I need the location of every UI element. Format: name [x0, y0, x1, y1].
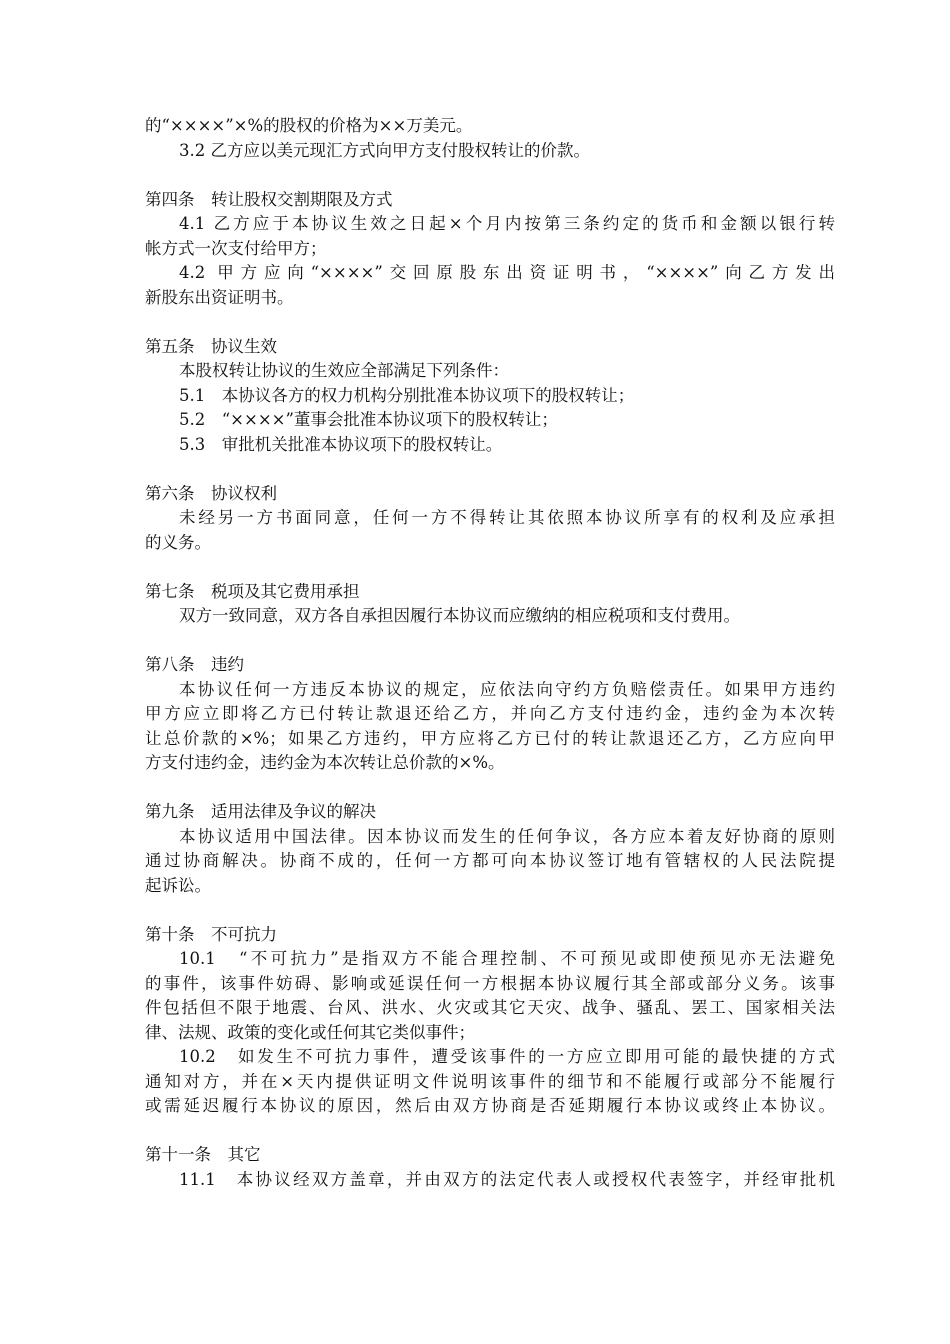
text-line: 5.3 审批机关批准本协议项下的股权转让。 — [179, 434, 503, 454]
text-line: 的事件，该事件妨碍、影响或延误任何一方根据本协议履行其全部或部分义务。该事 — [145, 973, 835, 993]
text-line: 通知对方，并在×天内提供证明文件说明该事件的细节和不能履行或部分不能履行 — [145, 1071, 835, 1091]
text-line: 双方一致同意，双方各自承担因履行本协议而应缴纳的相应税项和支付费用。 — [179, 606, 740, 625]
text-line: 5.2 “××××”董事会批准本协议项下的股权转让； — [179, 410, 558, 429]
text-line: 本协议适用中国法律。因本协议而发生的任何争议，各方应本着友好协商的原则 — [179, 826, 835, 846]
text-line: 5.1 本协议各方的权力机构分别批准本协议项下的股权转让； — [179, 385, 635, 405]
text-line: 起诉讼。 — [145, 875, 211, 895]
article-heading: 第五条 协议生效 — [145, 336, 277, 356]
document-page — [145, 114, 835, 1192]
text-line: 的义务。 — [145, 532, 211, 552]
text-line: 或需延迟履行本协议的原因，然后由双方协商是否延期履行本协议或终止本协议。 — [145, 1096, 835, 1115]
article-heading: 第十条 不可抗力 — [145, 924, 277, 944]
paragraph-gap — [145, 163, 835, 188]
text-line: 帐方式一次支付给甲方； — [145, 238, 327, 258]
paragraph-gap — [145, 1119, 835, 1144]
text-line: 方支付违约金，违约金为本次转让总价款的×%。 — [145, 753, 505, 772]
text-line: 10.2 如发生不可抗力事件，遭受该事件的一方应立即用可能的最快捷的方式 — [179, 1047, 835, 1066]
text-line: 让总价款的×%；如果乙方违约，甲方应将乙方已付的转让款退还乙方，乙方应向甲 — [145, 728, 835, 748]
paragraph-gap — [145, 555, 835, 580]
paragraph-gap — [145, 310, 835, 335]
text-line: 11.1 本协议经双方盖章，并由双方的法定代表人或授权代表签字，并经审批机 — [179, 1169, 835, 1189]
text-line: 本股权转让协议的生效应全部满足下列条件： — [179, 361, 509, 380]
text-line: 甲方应立即将乙方已付转让款退还给乙方，并向乙方支付违约金，违约金为本次转 — [145, 704, 835, 723]
text-line: 未经另一方书面同意，任何一方不得转让其依照本协议所享有的权利及应承担 — [179, 508, 835, 527]
article-heading: 第八条 违约 — [145, 655, 244, 674]
article-heading: 第七条 税项及其它费用承担 — [145, 581, 360, 601]
text-line: 4.2 甲方应向“××××”交回原股东出资证明书，“××××”向乙方发出 — [179, 263, 835, 282]
article-heading: 第六条 协议权利 — [145, 483, 277, 503]
text-line: 10.1 “不可抗力”是指双方不能合理控制、不可预见或即使预见亦无法避免 — [179, 949, 835, 968]
text-line: 本协议任何一方违反本协议的规定，应依法向守约方负赔偿责任。如果甲方违约 — [179, 679, 835, 699]
text-line: 的“××××”×%的股权的价格为××万美元。 — [145, 116, 473, 135]
text-line: 4.1 乙方应于本协议生效之日起×个月内按第三条约定的货币和金额以银行转 — [179, 214, 835, 233]
paragraph-gap — [145, 776, 835, 801]
text-line: 3.2 乙方应以美元现汇方式向甲方支付股权转让的价款。 — [179, 140, 590, 160]
article-heading: 第九条 适用法律及争议的解决 — [145, 802, 376, 821]
text-line: 律、法规、政策的变化或任何其它类似事件； — [145, 1022, 475, 1042]
article-heading: 第十一条 其它 — [145, 1145, 261, 1164]
text-line: 件包括但不限于地震、台风、洪水、火灾或其它天灾、战争、骚乱、罢工、国家相关法 — [145, 998, 835, 1017]
paragraph-gap — [145, 898, 835, 923]
paragraph-gap — [145, 457, 835, 482]
text-line: 通过协商解决。协商不成的，任何一方都可向本协议签订地有管辖权的人民法院提 — [145, 851, 835, 870]
article-heading: 第四条 转让股权交割期限及方式 — [145, 189, 393, 209]
paragraph-gap — [145, 629, 835, 654]
text-line: 新股东出资证明书。 — [145, 287, 294, 307]
